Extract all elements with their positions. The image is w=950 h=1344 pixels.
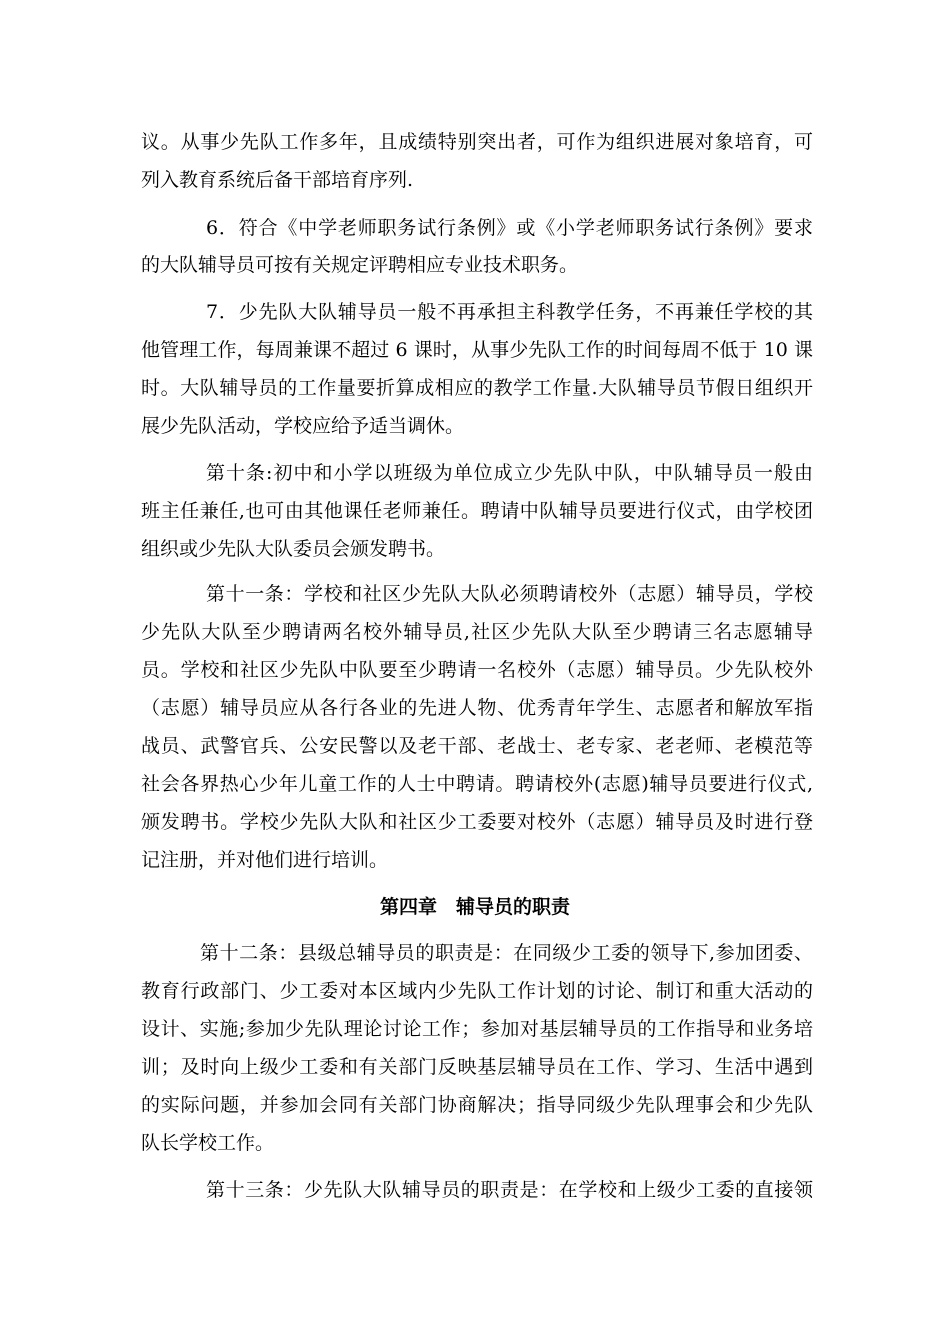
paragraph-line: 少先队大队至少聘请两名校外辅导员,社区少先队大队至少聘请三名志愿辅导 bbox=[141, 621, 813, 643]
paragraph-line: 7．少先队大队辅导员一般不再承担主科教学任务，不再兼任学校的其 bbox=[206, 301, 813, 323]
paragraph-line: 第十三条：少先队大队辅导员的职责是：在学校和上级少工委的直接领 bbox=[206, 1179, 813, 1201]
paragraph-line: 第十一条：学校和社区少先队大队必须聘请校外（志愿）辅导员，学校 bbox=[206, 583, 813, 605]
chapter-heading: 第四章 辅导员的职责 bbox=[379, 896, 570, 918]
paragraph-line: 他管理工作，每周兼课不超过 6 课时，从事少先队工作的时间每周不低于 10 课 bbox=[141, 339, 813, 361]
paragraph-line: 展少先队活动，学校应给予适当调休。 bbox=[141, 415, 465, 437]
paragraph-line: （志愿）辅导员应从各行各业的先进人物、优秀青年学生、志愿者和解放军指 bbox=[141, 697, 813, 719]
paragraph-line: 教育行政部门、少工委对本区域内少先队工作计划的讨论、制订和重大活动的 bbox=[141, 980, 813, 1002]
paragraph-line: 颁发聘书。学校少先队大队和社区少工委要对校外（志愿）辅导员及时进行登 bbox=[141, 811, 813, 833]
paragraph-line: 员。学校和社区少先队中队要至少聘请一名校外（志愿）辅导员。少先队校外 bbox=[141, 659, 813, 681]
paragraph-line: 第十条:初中和小学以班级为单位成立少先队中队，中队辅导员一般由 bbox=[206, 462, 813, 484]
paragraph-line: 记注册，并对他们进行培训。 bbox=[141, 849, 389, 871]
paragraph-line: 组织或少先队大队委员会颁发聘书。 bbox=[141, 538, 446, 560]
paragraph-line: 的大队辅导员可按有关规定评聘相应专业技术职务。 bbox=[141, 254, 579, 276]
paragraph-line: 议。从事少先队工作多年，且成绩特别突出者，可作为组织进展对象培育，可 bbox=[141, 131, 813, 153]
paragraph-line: 设计、实施;参加少先队理论讨论工作；参加对基层辅导员的工作指导和业务培 bbox=[141, 1018, 813, 1040]
paragraph-line: 6．符合《中学老师职务试行条例》或《小学老师职务试行条例》要求 bbox=[206, 217, 813, 239]
paragraph-line: 班主任兼任,也可由其他课任老师兼任。聘请中队辅导员要进行仪式，由学校团 bbox=[141, 500, 813, 522]
paragraph-line: 第十二条：县级总辅导员的职责是：在同级少工委的领导下,参加团委、 bbox=[200, 942, 813, 964]
paragraph-line: 的实际问题，并参加会同有关部门协商解决；指导同级少先队理事会和少先队 bbox=[141, 1094, 813, 1116]
paragraph-line: 时。大队辅导员的工作量要折算成相应的教学工作量.大队辅导员节假日组织开 bbox=[141, 377, 813, 399]
paragraph-line: 社会各界热心少年儿童工作的人士中聘请。聘请校外(志愿)辅导员要进行仪式, bbox=[141, 773, 813, 795]
paragraph-line: 战员、武警官兵、公安民警以及老干部、老战士、老专家、老老师、老模范等 bbox=[141, 735, 813, 757]
paragraph-line: 队长学校工作。 bbox=[141, 1132, 275, 1154]
paragraph-line: 训；及时向上级少工委和有关部门反映基层辅导员在工作、学习、生活中遇到 bbox=[141, 1056, 813, 1078]
paragraph-line: 列入教育系统后备干部培育序列. bbox=[141, 169, 414, 191]
